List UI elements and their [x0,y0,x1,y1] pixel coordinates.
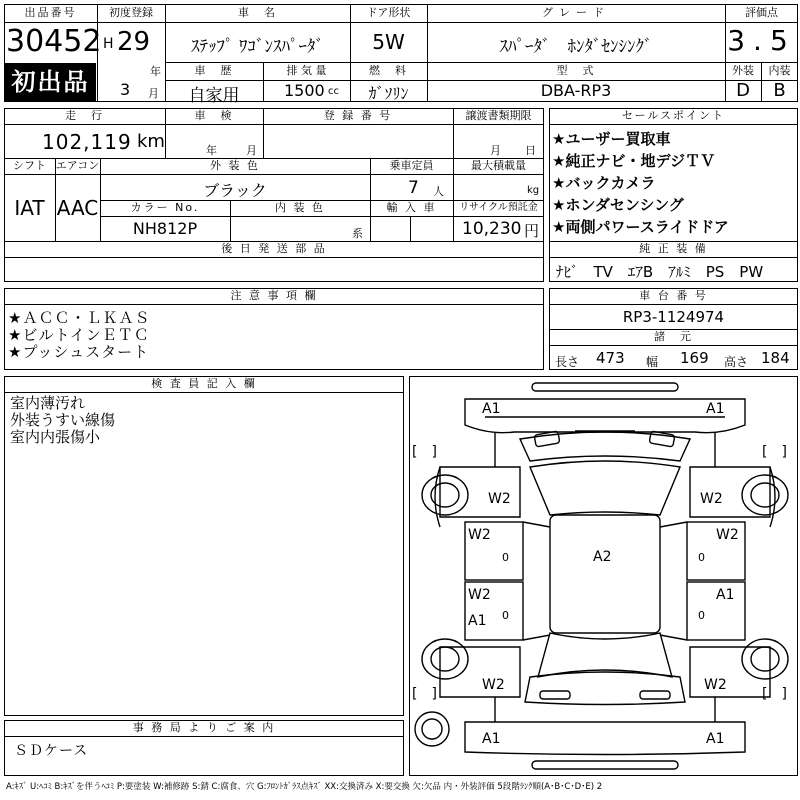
sales-point-item: ★純正ナビ・地デジＴＶ [552,152,716,170]
car-outline-svg [410,377,798,776]
capacity: 7 [408,178,419,198]
inspector-label: 検 査 員 記 入 欄 [151,377,257,390]
first-reg-label: 初度登録 [109,6,153,19]
color-no: NH812P [132,219,198,238]
diag-a1-front-left: A1 [482,401,501,417]
color-no-label: カラー No. [130,201,200,214]
capacity-unit: 人 [433,185,444,198]
inspection-year-unit: 年 [206,144,217,157]
recycle-unit: 円 [524,222,540,240]
office-label: 事 務 局 よ り ご 案 内 [132,721,276,734]
model-label: 型 式 [556,64,596,77]
history-label: 車 歴 [194,64,234,77]
car-diagram [409,376,798,776]
displacement-unit: cc [328,86,339,97]
sales-points-label: セールスポイント [621,109,725,122]
diag-bracket-right-bottom: [ ] [762,686,787,702]
mileage: 102,119 [42,130,132,154]
max-load-unit: kg [527,185,540,196]
reg-month: 3 [120,80,131,99]
shift-label: シフト [13,159,46,172]
reg-year: 29 [117,27,151,57]
lot-number: 30452 [6,24,102,59]
length: 473 [596,349,625,367]
width-label: 幅 [646,355,659,369]
interior-grade: B [773,80,786,101]
mileage-unit: km [137,131,165,152]
sales-point-item: ★両側パワースライドドア [552,218,729,236]
import-label: 輸 入 車 [386,201,437,214]
fuel: ｶﾞｿﾘﾝ [368,84,409,103]
dimensions-label: 諸 元 [654,330,693,343]
door: 5W [372,30,405,54]
later-parts-label: 後 日 発 送 部 品 [221,242,327,255]
fuel-label: 燃 料 [369,64,408,77]
history: 自家用 [188,86,240,106]
inspection-month-unit: 月 [246,144,257,157]
chassis-number: RP3-1124974 [622,308,725,326]
diag-w2-front-left: W2 [488,491,511,507]
model: DBA-RP3 [540,81,612,100]
ext-color: ブラック [203,181,267,200]
diag-a2-roof: A2 [593,549,612,565]
diag-w2-rear-left: W2 [482,677,505,693]
grade-label: グレード [542,6,610,19]
caution-item: ★プッシュスタート [8,343,150,361]
sales-point-item: ★ホンダセンシング [552,196,684,214]
inspector-item: 外装うすい線傷 [10,411,116,429]
score: 3.5 [727,24,796,57]
office-text: ＳＤケース [14,743,89,759]
diag-a1-rear-right: A1 [706,731,725,747]
lot-label: 出品番号 [24,6,77,19]
car-name-label: 車 名 [238,6,277,19]
transfer-month-unit: 月 [490,144,501,157]
diag-w2-rear-right: W2 [704,677,727,693]
height-label: 高さ [724,355,749,369]
diag-a1-rear-left: A1 [482,731,501,747]
ac: AAC [56,196,99,220]
diag-zero-left-2: 0 [502,609,509,622]
max-load-label: 最大積載量 [471,159,526,172]
ac-label: エアコン [55,159,100,172]
transfer-day-unit: 日 [525,144,536,157]
exterior-label: 外装 [732,64,754,77]
height: 184 [761,349,790,367]
ext-color-label: 外 装 色 [210,159,260,172]
diag-w2-front-right: W2 [700,491,723,507]
legend: A:ｷｽﾞ U:ﾍｺﾐ B:ｷｽﾞを伴うﾍｺﾐ P:要塗装 W:補修跡 S:錆 C:腐食、穴 G:ﾌﾛﾝﾄｶﾞﾗｽ点ｷｽﾞ XX:交換済み X:要交換 欠:欠品 内・外装評価 5段階ﾗﾝｸ順(A･B･C･D･E) 2 [6,782,603,792]
diag-bracket-left-bottom: [ ] [412,686,437,702]
diag-a1-rear-door-left: A1 [468,613,487,629]
inspector-item: 室内薄汚れ [10,394,86,412]
reg-no-label: 登 録 番 号 [323,109,393,122]
int-color-label: 内 装 色 [275,201,325,214]
diag-bracket-right: [ ] [762,444,787,460]
interior-label: 内装 [768,64,791,77]
genuine-equipment: ﾅﾋﾞ TV ｴｱB ｱﾙﾐ PS PW [556,263,764,281]
year-unit: 年 [150,65,161,78]
sales-point-item: ★バックカメラ [552,174,656,192]
width: 169 [680,349,709,367]
sales-points-list [552,128,729,238]
mileage-label: 走 行 [65,109,104,122]
int-color-unit: 系 [352,227,363,240]
chassis-label: 車 台 番 号 [639,289,708,302]
diag-w2-door-right: W2 [716,527,739,543]
exterior-grade: D [736,80,750,101]
car-name: ｽﾃｯﾌﾟ ﾜｺﾞﾝｽﾊﾟｰﾀﾞ [191,37,324,57]
grade: ｽﾊﾟｰﾀﾞ ﾎﾝﾀﾞｾﾝｼﾝｸﾞ [499,37,653,57]
recycle-label: リサイクル預託金 [459,202,538,213]
door-label: ドア形状 [366,6,411,19]
diag-zero-right: 0 [698,551,705,564]
caution-list [8,310,150,361]
diag-a1-front-right: A1 [706,401,725,417]
displacement-label: 排 気 量 [286,64,327,77]
transfer-label: 譲渡書類期限 [465,109,532,122]
diag-zero-right-2: 0 [698,609,705,622]
diag-a1-rear-door-right: A1 [716,587,735,603]
diag-w2-rear-door-left: W2 [468,587,491,603]
inspector-item: 室内内張傷小 [10,428,101,446]
month-unit: 月 [148,87,159,100]
diag-bracket-left: [ ] [412,444,437,460]
diag-w2-door-left: W2 [468,527,491,543]
era: H [103,36,114,52]
length-label: 長さ [555,355,580,369]
inspector-list [10,395,115,446]
inspection-label: 車 検 [194,109,234,122]
caution-label: 注 意 事 項 欄 [230,289,318,302]
caution-item: ★ビルトインＥＴＣ [8,326,150,344]
capacity-label: 乗車定員 [389,159,434,172]
first-listing-label: 初出品 [11,68,90,96]
sales-point-item: ★ユーザー買取車 [552,130,671,148]
genuine-equipment-label: 純 正 装 備 [639,242,708,255]
displacement: 1500 [284,81,325,100]
diag-zero-left: 0 [502,551,509,564]
caution-item: ★ＡＣＣ・ＬＫＡＳ [8,309,151,327]
shift: IAT [14,196,45,220]
score-label: 評価点 [745,6,778,19]
recycle: 10,230 [462,219,522,239]
